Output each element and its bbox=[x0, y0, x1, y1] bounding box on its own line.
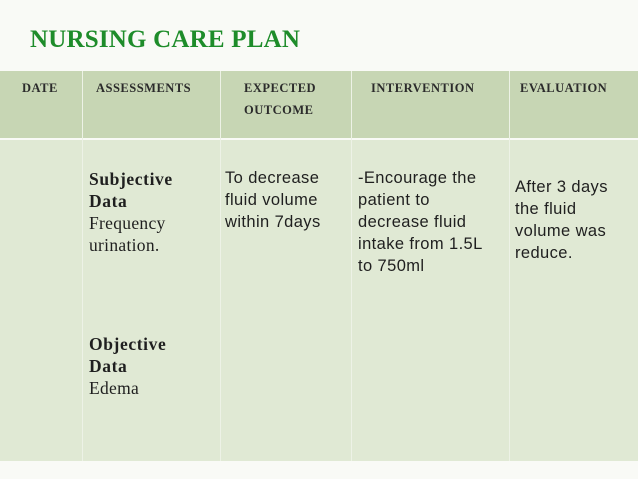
intervention-line: patient to bbox=[358, 191, 430, 209]
column-divider bbox=[509, 71, 510, 461]
header-expected-outcome bbox=[244, 71, 316, 138]
intervention-line: decrease fluid bbox=[358, 213, 467, 231]
intervention-line: intake from 1.5L bbox=[358, 235, 483, 253]
column-divider bbox=[351, 71, 352, 461]
subjective-text-1: Frequency bbox=[89, 213, 166, 233]
evaluation-line: reduce. bbox=[515, 244, 573, 262]
evaluation-cell bbox=[515, 176, 608, 264]
header-assessments: ASSESSMENTS bbox=[96, 81, 192, 95]
expected-line: within 7days bbox=[225, 213, 321, 231]
header-expected-line1: EXPECTED bbox=[244, 81, 317, 95]
objective-heading-2: Data bbox=[89, 356, 128, 376]
subjective-heading-2: Data bbox=[89, 191, 128, 211]
page-title: NURSING CARE PLAN bbox=[30, 26, 301, 53]
objective-data bbox=[89, 333, 166, 399]
objective-heading-1: Objective bbox=[89, 334, 167, 354]
intervention-line: -Encourage the bbox=[358, 169, 477, 187]
column-divider bbox=[220, 71, 221, 461]
expected-line: To decrease bbox=[225, 169, 320, 187]
evaluation-line: the fluid bbox=[515, 200, 577, 218]
header-expected-line2: OUTCOME bbox=[244, 103, 314, 117]
header-date: DATE bbox=[22, 81, 58, 95]
intervention-cell bbox=[358, 167, 483, 277]
evaluation-line: volume was bbox=[515, 222, 607, 240]
subjective-heading-1: Subjective bbox=[89, 169, 173, 189]
subjective-text-2: urination. bbox=[89, 235, 160, 255]
intervention-line: to 750ml bbox=[358, 257, 425, 275]
objective-text: Edema bbox=[89, 378, 140, 398]
column-divider bbox=[82, 71, 83, 461]
expected-outcome-cell bbox=[225, 167, 321, 233]
subjective-data bbox=[89, 168, 173, 256]
care-plan-table bbox=[0, 71, 638, 461]
evaluation-line: After 3 days bbox=[515, 178, 608, 196]
header-evaluation: EVALUATION bbox=[520, 81, 608, 95]
header-intervention: INTERVENTION bbox=[371, 81, 475, 95]
expected-line: fluid volume bbox=[225, 191, 318, 209]
